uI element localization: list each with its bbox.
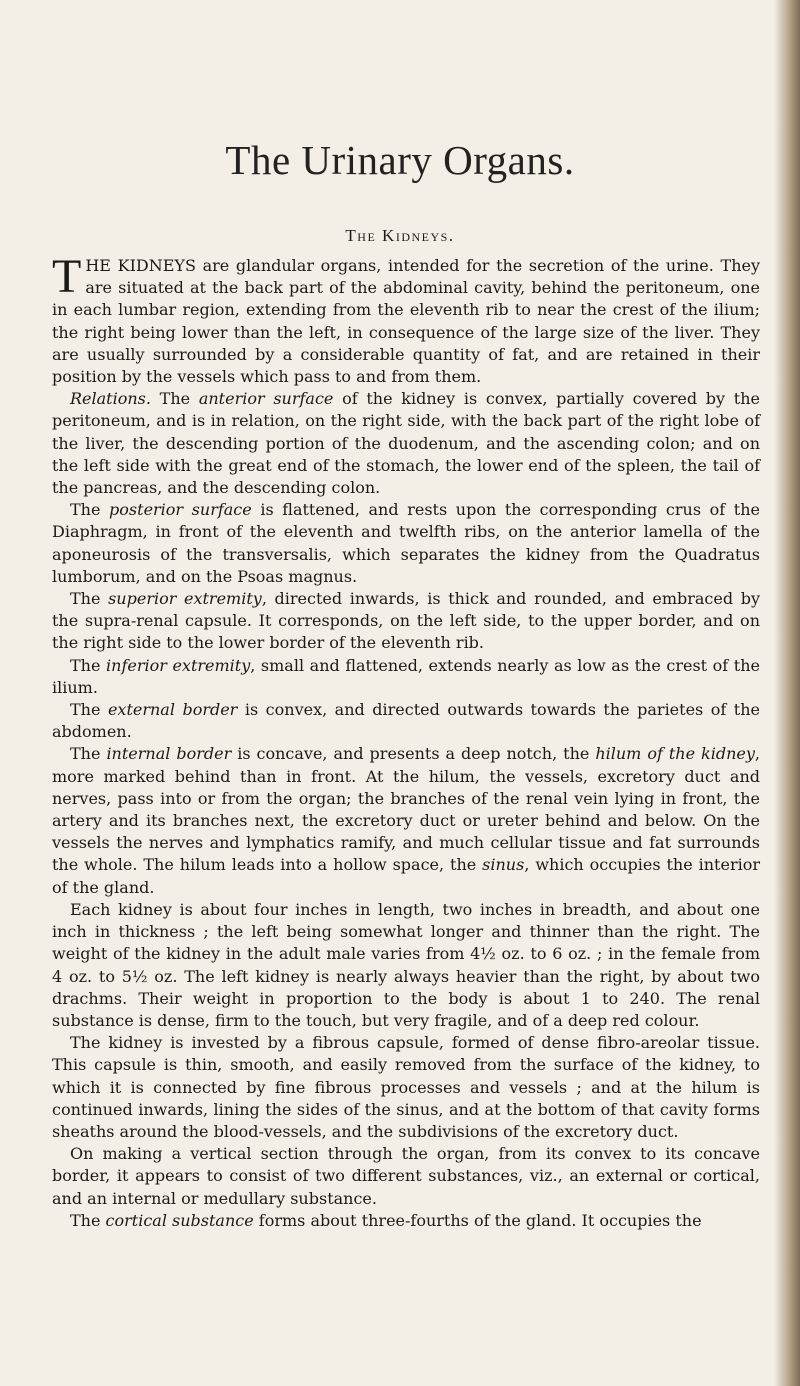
intro-text: are glandular organs, intended for the secretion of the urine. They are situated at the back part of the abdominal cavity, behind the peritoneum, one in each lumbar region, extending from the eleventh rib to near the crest of the ilium; the right being lower than the left, in consequence of the large size of the liver. They are usually surrounded by a considerable quantity of fat, and are retained in their position by the vessels which pass to and from them. [52, 256, 761, 387]
intro-lead: HE KIDNEYS [85, 256, 196, 275]
section-title: The Kidneys. [345, 226, 455, 245]
internal-paragraph [52, 743, 760, 898]
text-run: The [70, 655, 107, 675]
text-run: The [70, 744, 107, 764]
text-run: , more marked behind than in front. At the hilum, the vessels, excretory duct and nerves, pass into or from the organ; the branches of the renal vein lying in front, the artery and its branches next, the excretory duct or ureter behind and below. On the vessels the nerves and lymphatics ramify, and much cellular tissue and fat surrounds the whole. The hilum leads into a hollow space, the [52, 744, 761, 875]
text-run: is concave, and presents a deep notch, the [231, 744, 596, 764]
text-run: , small and flattened, extends nearly as low as the crest of the ilium. [52, 655, 761, 697]
section-paragraph: On making a vertical section through the organ, from its convex to its concave border, it appears to consist of two different substances, viz., an external or cortical, and an internal or medullary substance. [52, 1144, 760, 1208]
chapter-title: The Urinary Organs. [225, 137, 575, 183]
body-text [52, 250, 761, 1232]
term-hilum: hilum of the kidney [595, 744, 755, 764]
text-run: , directed inwards, is thick and rounded, and embraced by the supra-renal capsule. It corresponds, on the left side, to the upper border, and on the right side to the lower border of the eleventh rib. [52, 589, 761, 653]
superior-paragraph [52, 588, 760, 655]
capsule-paragraph: The kidney is invested by a fibrous capsule, formed of dense fibro-areolar tissue. This capsule is thin, smooth, and easily removed from the surface of the kidney, to which it is connected by fine fibrous processes and vessels ; and at the hilum is continued inwards, lining the sides of the sinus, and at the bottom of that cavity forms sheaths around the blood-vessels, and the subdivisions of the excretory duct. [52, 1033, 760, 1141]
text-run: of the kidney is convex, partially covered by the peritoneum, and is in relation, on the right side, with the back part of the right lobe of the liver, the descending portion of the duodenum, and the ascending colon; and on the left side with the great end of the stomach, the lower end of the spleen, the tail of the pancreas, and the descending colon. [52, 389, 760, 498]
text-run: The [70, 700, 108, 720]
term-superior: superior extremity [108, 589, 262, 609]
term-internal: internal border [106, 744, 232, 764]
intro-paragraph [52, 250, 761, 388]
text-run: The [150, 389, 199, 409]
text-run: is flattened, and rests upon the corresponding crus of the Diaphragm, in front of the eleventh and twelfth ribs, on the anterior lamella of the aponeurosis of the transversalis, which separates the kidney from the Quadratus lumborum, and on the Psoas magnus. [52, 500, 760, 586]
term-external: external border [107, 700, 238, 720]
term-inferior: inferior extremity [106, 655, 251, 675]
text-run: The [70, 1210, 106, 1230]
term-cortical: cortical substance [105, 1210, 254, 1230]
text-run: The [70, 589, 109, 609]
inferior-paragraph [52, 655, 760, 699]
text-run: The [70, 500, 110, 520]
page-edge-shadow [774, 0, 800, 1386]
posterior-paragraph [52, 499, 760, 588]
term-sinus: sinus [482, 855, 525, 875]
term-anterior: anterior surface [198, 389, 334, 409]
text-run: , which occupies the interior of the gland. [52, 855, 760, 897]
text-run: forms about three-fourths of the gland. It occupies the [253, 1210, 702, 1230]
relations-label: Relations. [70, 389, 151, 409]
drop-cap: T [52, 250, 82, 303]
external-paragraph [52, 699, 760, 743]
size-paragraph: Each kidney is about four inches in length, two inches in breadth, and about one inch in thickness ; the left being somewhat longer and thinner than the right. The weight of the kidney in the adult male varies from 4½ oz. to 6 oz. ; in the female from 4 oz. to 5½ oz. The left kidney is nearly always heavier than the right, by about two drachms. Their weight in proportion to the body is about 1 to 240. The renal substance is dense, firm to the touch, but very fragile, and of a deep red colour. [52, 899, 760, 1030]
relations-paragraph [52, 388, 760, 499]
term-posterior: posterior surface [109, 500, 252, 520]
cortical-paragraph [52, 1210, 760, 1232]
text-run: is convex, and directed outwards towards the parietes of the abdomen. [52, 700, 761, 742]
